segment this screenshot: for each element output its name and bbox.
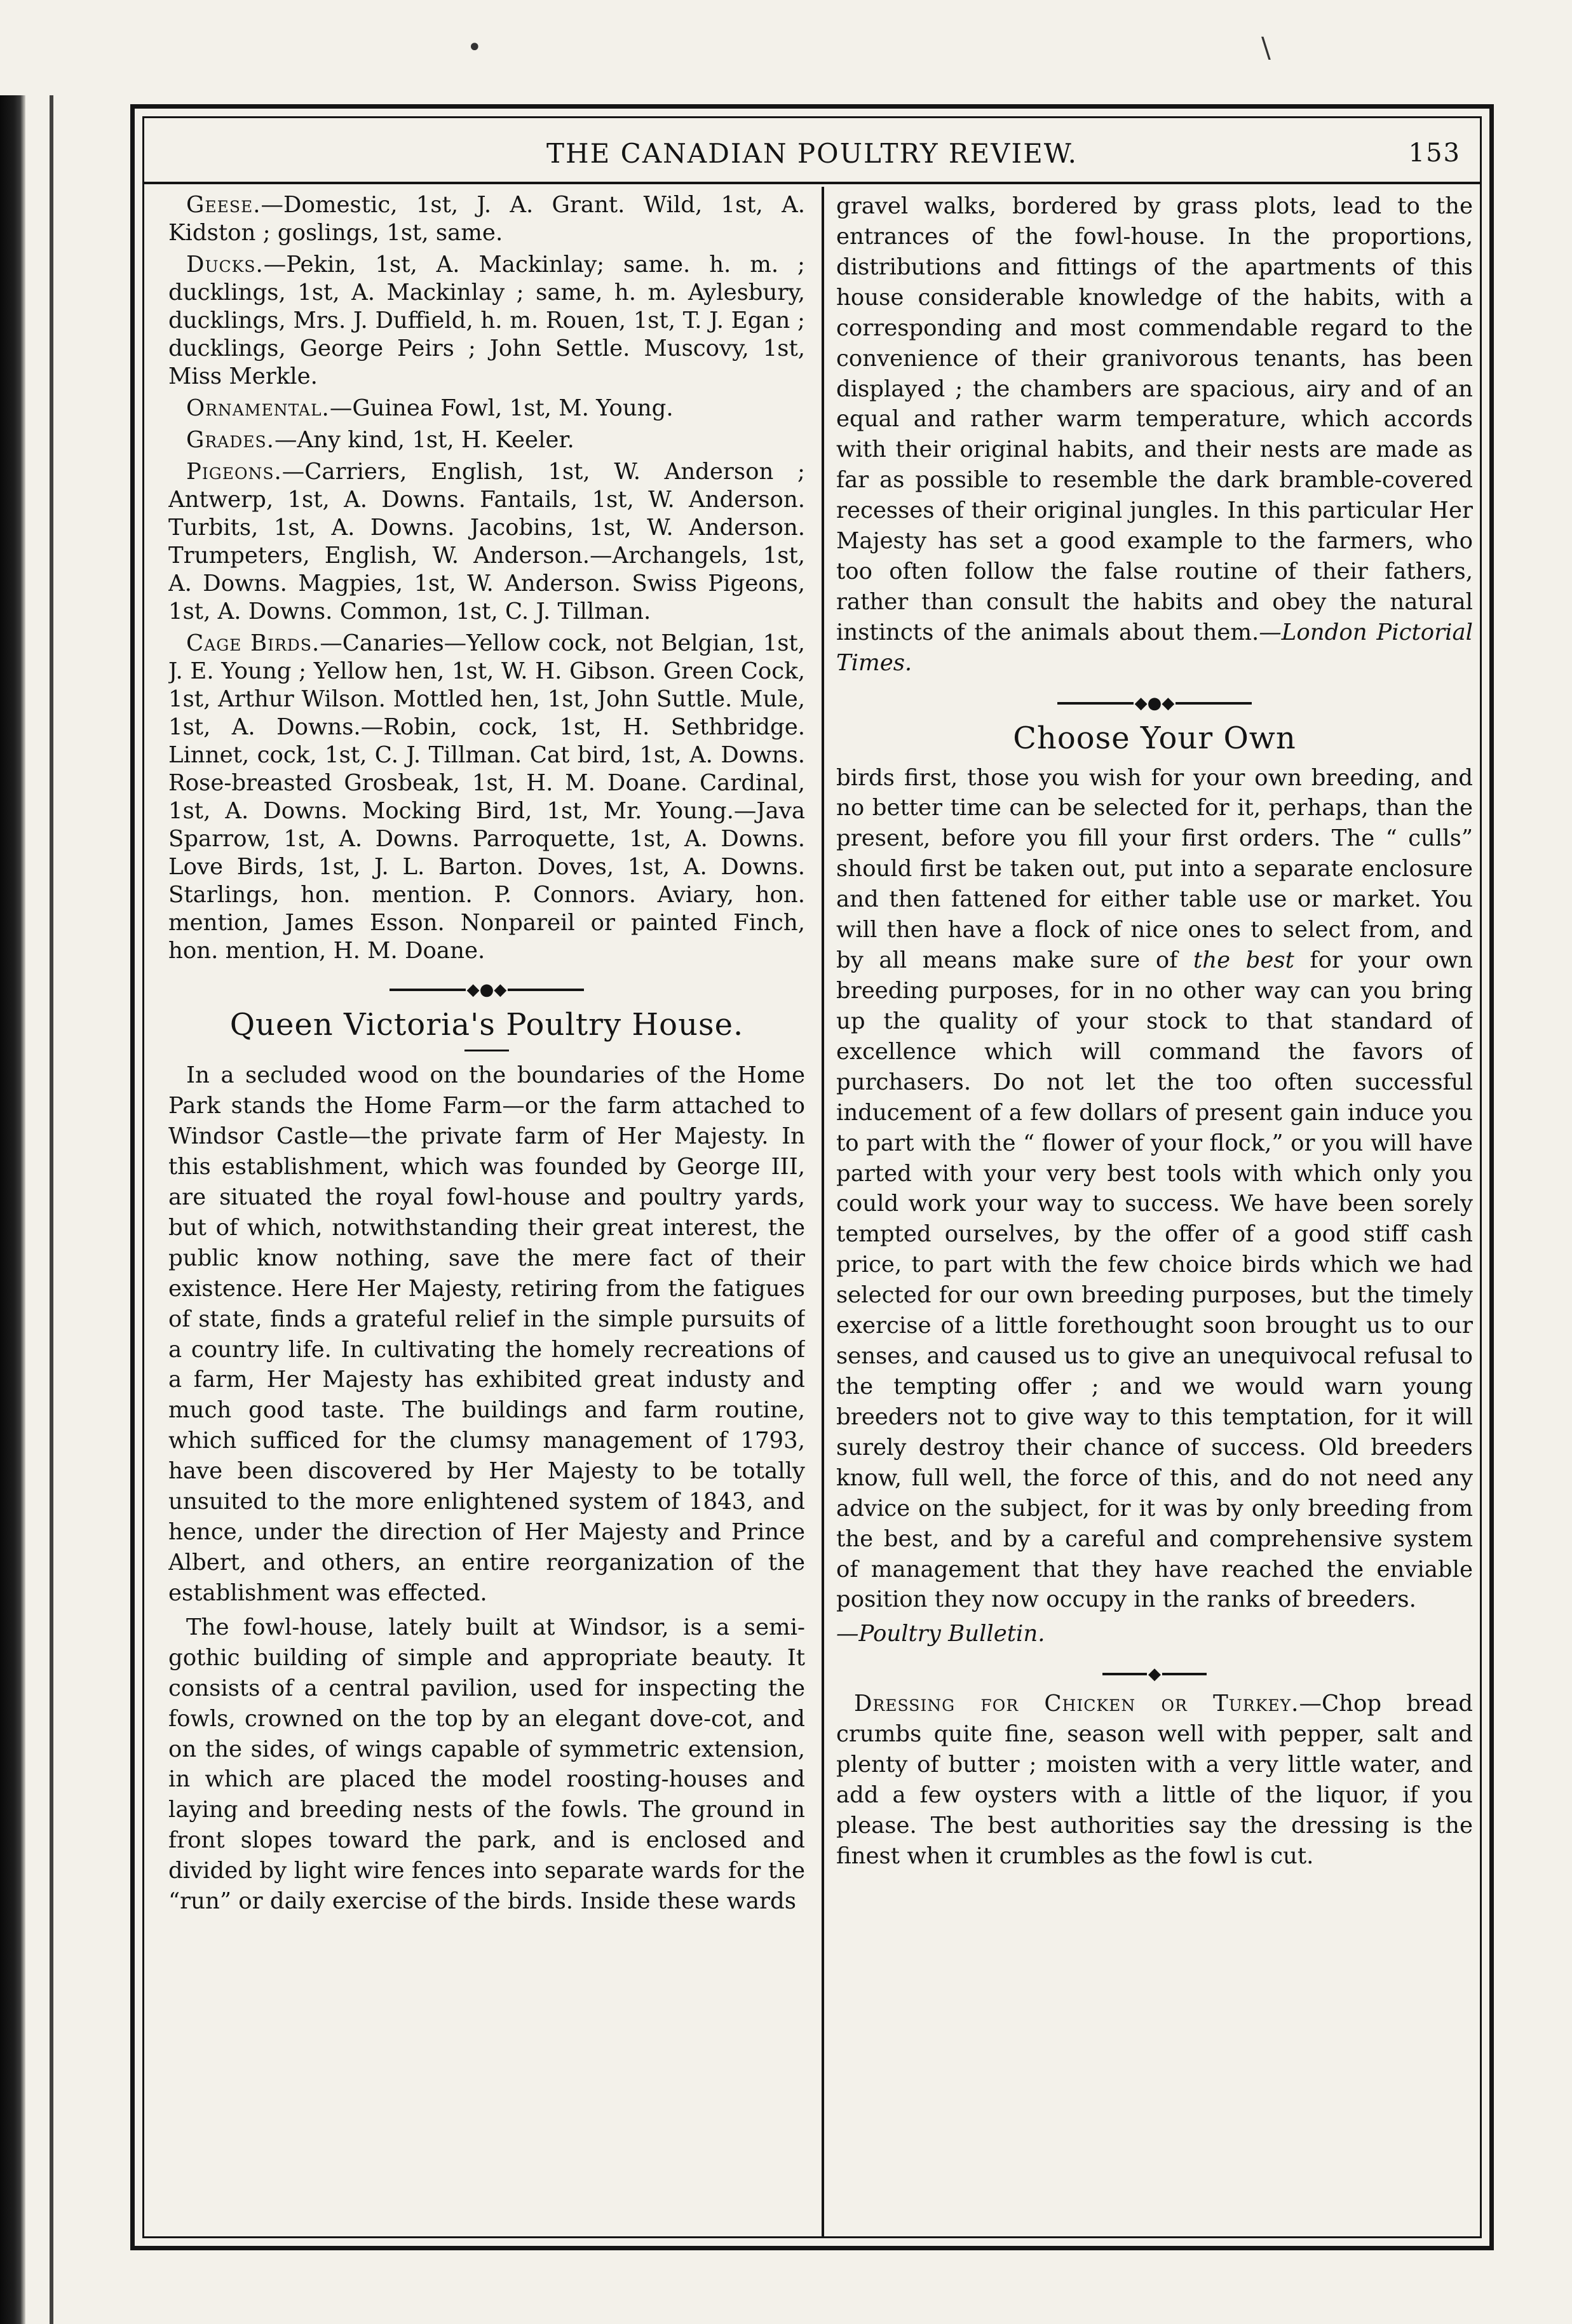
prize-details: —Domestic, 1st, J. A. Grant. Wild, 1st, A. Kidston ; goslings, 1st, same.	[168, 192, 805, 247]
section-ornament: ◆●◆	[836, 695, 1473, 712]
right-column	[836, 191, 1473, 2230]
recipe-text: —Chop bread crumbs quite fine, season well with pepper, salt and plenty of butter ; moisten with a very little water, and add a few oysters with a little of the liquor, if you please. The best authorities say the dressing is the finest when it crumbles as the fowl is cut.	[836, 1691, 1473, 1869]
article-heading-choose-your-own: Choose Your Own	[1013, 720, 1296, 756]
prize-details: —Guinea Fowl, 1st, M. Young.	[329, 395, 674, 422]
article-text: birds first, those you wish for your own breeding, and no better time can be selected for it, perhaps, than the present, before you fill your first orders. The “ culls” should first be taken out, put into a separate enclosure and then fattened for either table use or market. You will then have a flock of nice ones to select from, and by all means make sure of	[836, 764, 1473, 974]
left-column	[168, 191, 805, 2230]
prize-category: Pigeons.	[186, 459, 282, 485]
prize-entry-ducks	[168, 251, 805, 391]
prize-category: Grades.	[186, 427, 274, 454]
print-mark: \	[1261, 32, 1271, 64]
header-rule	[144, 182, 1480, 184]
prize-list	[168, 191, 805, 965]
source-attribution: —Poultry Bulletin.	[836, 1621, 1045, 1647]
prize-entry-geese	[168, 191, 805, 247]
recipe-paragraph	[836, 1689, 1473, 1872]
prize-details: —Carriers, English, 1st, W. Anderson ; Antwerp, 1st, A. Downs. Fantails, 1st, W. Anderson. Turbits, 1st, A. Downs. Jacobins, 1st, W. Anderson. Trumpeters, English, W. Anderson.—Archangels, 1st, A. Downs. Magpies, 1st, W. Anderson. Swiss Pigeons, 1st, A. Downs. Common, 1st, C. J. Tillman.	[168, 459, 805, 625]
prize-details: —Any kind, 1st, H. Keeler.	[274, 427, 574, 454]
article-paragraph	[836, 763, 1473, 1616]
article-paragraph: The fowl-house, lately built at Windsor, is a semi-gothic building of simple and appropriate beauty. It consists of a central pavilion, used for inspecting the fowls, crowned on the top by an elegant dove-cot, and on the sides, of wings capable of symmetric extension, in which are placed the model roosting-houses and laying and breeding nests of the fowls. The ground in front slopes toward the park, and is enclosed and divided by light wire fences into separate wards for the “run” or daily exercise of the birds. Inside these wards	[168, 1614, 805, 1915]
prize-entry-cage-birds	[168, 630, 805, 965]
prize-category: Geese.	[186, 192, 261, 218]
prize-details: —Canaries—Yellow cock, not Belgian, 1st, J. E. Young ; Yellow hen, 1st, W. H. Gibson. Green Cock, 1st, Arthur Wilson. Mottled hen, 1st, John Suttle. Mule, 1st, A. Downs.—Robin, cock, 1st, H. Sethbridge. Linnet, cock, 1st, C. J. Tillman. Cat bird, 1st, A. Downs. Rose-breasted Grosbeak, 1st, H. M. Doane. Cardinal, 1st, A. Downs. Mocking Bird, 1st, Mr. Young.—Java Sparrow, 1st, A. Downs. Parroquette, 1st, A. Downs. Love Birds, 1st, J. L. Barton. Doves, 1st, A. Downs. Starlings, hon. mention. P. Connors. Aviary, hon. mention, James Esson. Nonpareil or painted Finch, hon. mention, H. M. Doane.	[168, 630, 805, 964]
continuation-text: gravel walks, bordered by grass plots, lead to the entrances of the fowl-house. In the proportions, distributions and fittings of the apartments of this house considerable knowledge of the habits, with a corresponding and most commendable regard to the convenience of their granivorous tenants, has been displayed ; the chambers are spacious, airy and of an equal and rather warm temperature, which accords with their original habits, and their nests are made as far as possible to resemble the dark bramble-covered recesses of their original jungles. In this particular Her Majesty has set a good example to the farmers, who too often follow the false routine of their fathers, rather than consult the habits and obey the natural instincts of the animals about them.	[836, 193, 1473, 645]
prize-category: Ornamental.	[186, 395, 330, 422]
prize-category: Ducks.	[186, 252, 264, 278]
prize-details: —Pekin, 1st, A. Mackinlay; same. h. m. ; ducklings, 1st, A. Mackinlay ; same, h. m. Aylesbury, ducklings, Mrs. J. Duffield, h. m. Rouen, 1st, T. J. Egan ; ducklings, George Peirs ; John Settle. Muscovy, 1st, Miss Merkle.	[168, 252, 805, 390]
running-head	[163, 131, 1461, 175]
prize-entry-pigeons	[168, 458, 805, 626]
emphasis-text: the best	[1193, 947, 1294, 974]
prize-entry-grades	[168, 426, 805, 454]
article-paragraph: In a secluded wood on the boundaries of the Home Park stands the Home Farm—or the farm attached to Windsor Castle—the private farm of Her Majesty. In this establishment, which was founded by George III, are situated the royal fowl-house and poultry yards, but of which, notwithstanding their great interest, the public know nothing, save the mere fact of their existence. Here Her Majesty, retiring from the fatigues of state, finds a grateful relief in the simple pursuits of a country life. In cultivating the homely recreations of a farm, Her Majesty has exhibited great industy and much good taste. The buildings and farm routine, which sufficed for the clumsy management of 1793, have been discovered by Her Majesty to be totally unsuited to the more enlightened system of 1843, and hence, under the direction of Her Majesty and Prince Albert, and others, an entire reorganization of the establishment was effected.	[168, 1062, 805, 1606]
page-number: 153	[1408, 138, 1461, 168]
journal-title: THE CANADIAN POULTRY REVIEW.	[546, 137, 1078, 169]
section-ornament: ◆	[836, 1666, 1473, 1682]
article-continuation	[836, 191, 1473, 679]
page-inner-frame	[142, 116, 1482, 2238]
page-frame	[130, 104, 1494, 2250]
binding-spine	[0, 95, 25, 2324]
source-attribution: —London Pictorial Times.	[836, 619, 1473, 676]
article-text: for your own breeding purposes, for in no other way can you bring up the quality of your stock to that standard of excellence which will command the favors of purchasers. Do not let the too often successful inducement of a few dollars of present gain induce you to part with the “ flower of your flock,” or you will have parted with your very best tools with which only you could work your way to success. We have been sorely tempted ourselves, by the offer of a good stiff cash price, to part with the few choice birds which we had selected for our own breeding purposes, but the timely exercise of a little forethought soon brought us to our senses, and caused us to give an unequivocal refusal to the tempting offer ; and we would warn young breeders not to give way to this temptation, for it will surely destroy their chance of success. Old breeders know, full well, the force of this, and do not need any advice on the subject, for it was by only breeding from the best, and by a careful and comprehensive system of management that they have reached the enviable position they now occupy in the ranks of breeders.	[836, 947, 1473, 1613]
print-speck: •	[467, 33, 482, 62]
heading-rule	[464, 1050, 509, 1051]
article-heading-queen-victoria: Queen Victoria's Poultry House.	[229, 1007, 744, 1043]
recipe-title: Dressing for Chicken or Turkey.	[854, 1691, 1299, 1717]
prize-category: Cage Birds.	[186, 630, 320, 657]
prize-entry-ornamental	[168, 395, 805, 422]
column-divider	[822, 187, 824, 2236]
section-ornament: ◆●◆	[168, 982, 805, 998]
binding-edge-line	[50, 95, 53, 2324]
